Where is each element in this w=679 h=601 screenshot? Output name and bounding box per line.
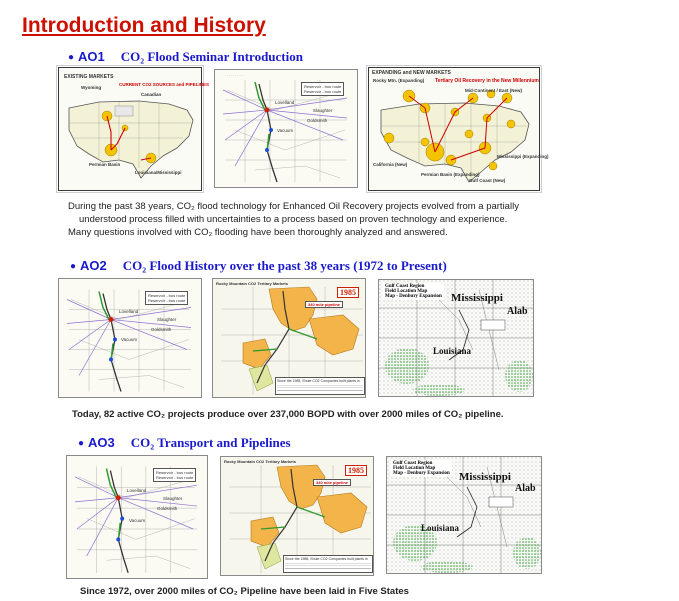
state-label: Louisiana [421,523,460,533]
caption-line: Many questions involved with CO₂ flooding have been thoroughly analyzed and answered. [68,227,448,238]
map-note-box: Since the 1985, Shute CO2 Companies built plants in [275,377,365,395]
map-label: Rocky Mtn. (Expanding) [373,78,425,83]
map-label: Lovelland [127,488,147,493]
section-heading-ao3[interactable] [78,435,291,451]
year-badge: 1985 [345,465,367,476]
section-title: CO₂ Flood History over the past 38 years (1972 to Present) [122,258,447,273]
bullet-icon: ● [70,261,77,272]
section-title: CO₂ Flood Seminar Introduction [120,49,303,64]
pipeline-network-map [214,69,358,188]
map-label: Vacuum [121,337,138,342]
state-label: Mississippi [459,471,511,483]
bullet-icon: ● [68,52,75,63]
map-label: Slaughter [157,317,177,322]
map-label: Canadian [141,92,162,97]
region-title-box: Gulf Coast Region Field Location Map Map - Denbury Expansion [385,284,442,299]
state-label: Louisiana [433,346,472,356]
map-label: Wyoming [81,85,102,90]
reservoir-legend-box: Reservoir - bus route Reservoir - bus route [301,82,344,96]
map-note: CURRENT CO2 SOURCES and PIPELINES [119,82,210,87]
gulf-coast-field-map [378,279,534,397]
map-header: Rocky Mountain CO2 Tertiary Markets [216,281,288,286]
existing-markets-map [58,67,210,191]
map-header: Rocky Mountain CO2 Tertiary Markets [224,459,296,464]
map-label: Gulf Coast (New) [469,178,506,183]
map-label: Lovelland [275,100,295,105]
expanding-markets-map [368,67,549,191]
map-red-title: Tertiary Oil Recovery in the New Millennium [435,78,539,84]
reservoir-legend-box: Reservoir - bus route Reservoir - bus route [153,468,196,482]
pipeline-label-box: 340 mile pipeline [313,479,351,486]
section-caption-ao2: Today, 82 active CO₂ projects produce over 237,000 BOPD with over 2000 miles of CO₂ pipeline. [72,409,504,420]
section-heading-ao2[interactable] [70,258,447,274]
map-caption-tiny: . . . . . . . . . . [225,73,244,77]
section-title: CO₂ Transport and Pipelines [130,435,291,450]
pipeline-network-map [58,278,202,398]
map-label: Mississippi (Expanding) [497,154,549,159]
year-badge: 1985 [337,287,359,298]
map-label: Goldsmith [157,506,178,511]
state-label: Alab [507,306,528,317]
caption-line: During the past 38 years, CO₂ flood technology for Enhanced Oil Recovery projects evolved from a partially [68,201,519,212]
state-label: Alab [515,483,536,494]
section-code: AO1 [78,49,105,64]
bullet-icon: ● [78,438,85,449]
region-title-box: Gulf Coast Region Field Location Map Map - Denbury Expansion [393,461,450,476]
map-header: EXISTING MARKETS [64,74,114,80]
map-label: Louisiana/Mississippi [135,170,182,175]
map-label: Mid-Continent / East (New) [465,88,522,93]
map-label: California (New) [373,162,408,167]
state-label: Mississippi [451,292,503,304]
map-label: Vacuum [129,518,146,523]
rocky-mountain-1985-map [220,456,374,576]
map-note-box: Since the 1985, Shute CO2 Companies built plants in [283,555,373,573]
map-header: EXPANDING and NEW MARKETS [372,70,451,76]
pipeline-label-box: 340 mile pipeline [305,301,343,308]
map-label: Lovelland [119,309,139,314]
gulf-coast-field-map [386,456,542,574]
section-code: AO3 [88,435,115,450]
caption-line: understood process filled with uncertainties to a process based on proven technology and experience. [79,214,508,225]
page-title: Introduction and History [22,14,266,37]
section-heading-ao1[interactable] [68,49,303,65]
map-label: Vacuum [277,128,294,133]
section-caption-ao1 [68,200,538,239]
map-label: Permian Basin [89,162,121,167]
rocky-mountain-1985-map [212,278,366,398]
map-label: Goldsmith [307,118,328,123]
map-label: Permian Basin (Expanding) [421,172,480,177]
reservoir-legend-box: Reservoir - bus route Reservoir - bus route [145,291,188,305]
map-label: Goldsmith [151,327,172,332]
section-code: AO2 [80,258,107,273]
section-caption-ao3: Since 1972, over 2000 miles of CO₂ Pipeline have been laid in Five States [80,586,409,597]
map-label: Slaughter [313,108,333,113]
pipeline-network-map [66,455,208,579]
map-label: Slaughter [163,496,183,501]
